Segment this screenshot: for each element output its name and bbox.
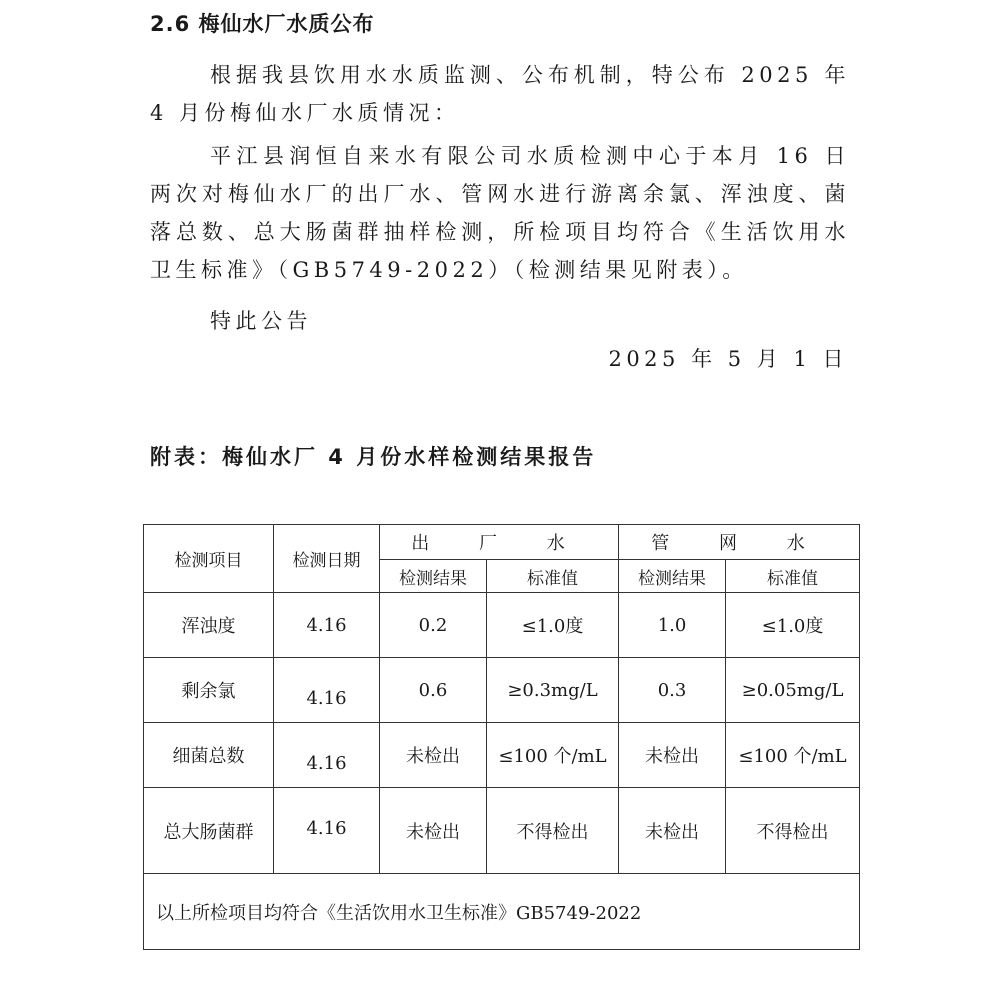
appendix-title: 附表：梅仙水厂 4 月份水样检测结果报告 <box>150 445 597 469</box>
table-footer-note: 以上所检项目均符合《生活饮用水卫生标准》GB5749-2022 <box>144 874 860 950</box>
row-factory-standard: 不得检出 <box>487 788 619 874</box>
table-footer-row <box>144 874 860 950</box>
row-factory-result: 未检出 <box>380 723 487 788</box>
row-factory-result: 0.6 <box>380 658 487 723</box>
row-item: 剩余氯 <box>144 658 274 723</box>
row-factory-result: 0.2 <box>380 593 487 658</box>
row-factory-result: 未检出 <box>380 788 487 874</box>
row-date: 4.16 <box>274 593 380 658</box>
row-network-result: 0.3 <box>619 658 726 723</box>
subheader-network-standard: 标准值 <box>726 560 860 593</box>
header-item: 检测项目 <box>144 525 274 593</box>
row-network-standard: ≥0.05mg/L <box>726 658 860 723</box>
row-date <box>274 723 380 788</box>
subheader-factory-standard: 标准值 <box>487 560 619 593</box>
table-row <box>144 788 860 874</box>
subheader-network-result: 检测结果 <box>619 560 726 593</box>
row-network-standard: 不得检出 <box>726 788 860 874</box>
row-network-result: 未检出 <box>619 788 726 874</box>
header-factory-water: 出 厂 水 <box>380 525 619 560</box>
table-row <box>144 593 860 658</box>
results-table <box>143 524 860 950</box>
row-network-result: 未检出 <box>619 723 726 788</box>
row-factory-standard: ≤100 个/mL <box>487 723 619 788</box>
row-date-value: 4.16 <box>306 752 347 774</box>
row-network-standard: ≤1.0度 <box>726 593 860 658</box>
row-item: 细菌总数 <box>144 723 274 788</box>
announcement-closing: 特此公告 <box>210 309 312 333</box>
row-date-value: 4.16 <box>306 687 347 709</box>
table-row <box>144 658 860 723</box>
row-network-result: 1.0 <box>619 593 726 658</box>
header-date: 检测日期 <box>274 525 380 593</box>
header-network-water: 管 网 水 <box>619 525 860 560</box>
table-row <box>144 723 860 788</box>
detail-paragraph: 平江县润恒自来水有限公司水质检测中心于本月 16 日两次对梅仙水厂的出厂水、管网水进行游离余氯、浑浊度、菌落总数、总大肠菌群抽样检测，所检项目均符合《生活饮用水卫生标准》（GB5749-2022）（检测结果见附表）。 <box>150 144 850 282</box>
row-item: 总大肠菌群 <box>144 788 274 874</box>
row-date: 4.16 <box>274 788 380 874</box>
subheader-factory-result: 检测结果 <box>380 560 487 593</box>
section-heading: 2.6 梅仙水厂水质公布 <box>150 12 375 36</box>
row-network-standard: ≤100 个/mL <box>726 723 860 788</box>
table-header-row <box>144 525 860 560</box>
announcement-date: 2025 年 5 月 1 日 <box>608 347 848 371</box>
row-date <box>274 658 380 723</box>
row-item: 浑浊度 <box>144 593 274 658</box>
row-factory-standard: ≤1.0度 <box>487 593 619 658</box>
intro-paragraph: 根据我县饮用水水质监测、公布机制，特公布 2025 年 4 月份梅仙水厂水质情况： <box>150 63 850 125</box>
row-factory-standard: ≥0.3mg/L <box>487 658 619 723</box>
